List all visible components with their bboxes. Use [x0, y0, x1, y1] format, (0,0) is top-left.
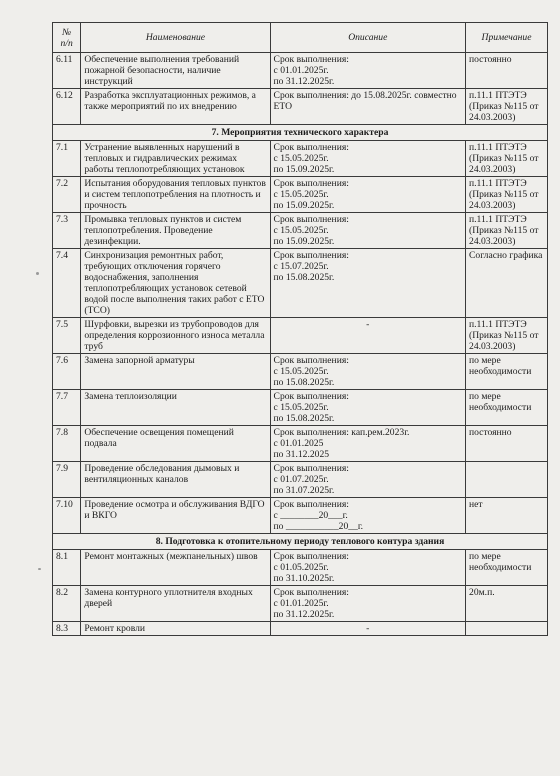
row-note-cell: п.11.1 ПТЭТЭ (Приказ №115 от 24.03.2003): [466, 318, 548, 354]
row-number-cell: 7.9: [53, 462, 81, 498]
row-note-cell: по мере необходимости: [466, 354, 548, 390]
table-row: [53, 462, 548, 498]
row-name-cell: Замена теплоизоляции: [81, 390, 270, 426]
table-row: [53, 390, 548, 426]
row-name-cell: Проведение осмотра и обслуживания ВДГО и ВКГО: [81, 498, 270, 534]
row-note-cell: п.11.1 ПТЭТЭ (Приказ №115 от 24.03.2003): [466, 177, 548, 213]
row-number-cell: 7.1: [53, 141, 81, 177]
row-number-cell: 7.4: [53, 249, 81, 318]
table-row: [53, 354, 548, 390]
row-note-cell: [466, 622, 548, 636]
row-name-cell: Замена запорной арматуры: [81, 354, 270, 390]
section-6-rows: [53, 53, 548, 125]
header-row: [53, 23, 548, 53]
row-note-cell: [466, 462, 548, 498]
section-7-rows: [53, 141, 548, 534]
header-num: № п/п: [53, 23, 81, 53]
row-number-cell: 7.2: [53, 177, 81, 213]
row-name-cell: Промывка тепловых пунктов и систем теплопотребления. Проведение дезинфекции.: [81, 213, 270, 249]
row-number-cell: 6.12: [53, 89, 81, 125]
row-number-cell: 7.7: [53, 390, 81, 426]
row-description-cell: Срок выполнения: с 15.05.2025г. по 15.09.2025г.: [270, 177, 465, 213]
row-number-cell: 7.10: [53, 498, 81, 534]
row-number-cell: 7.5: [53, 318, 81, 354]
scan-speck: [36, 272, 39, 275]
row-number-cell: 8.3: [53, 622, 81, 636]
section-8-heading-row: [53, 534, 548, 550]
row-name-cell: Замена контурного уплотнителя входных дверей: [81, 586, 270, 622]
row-number-cell: 8.2: [53, 586, 81, 622]
row-note-cell: по мере необходимости: [466, 390, 548, 426]
row-description-cell: Срок выполнения: с 15.07.2025г. по 15.08.2025г.: [270, 249, 465, 318]
row-note-cell: постоянно: [466, 53, 548, 89]
row-description-cell: -: [270, 622, 465, 636]
table-row: [53, 213, 548, 249]
row-description-cell: Срок выполнения: с 01.01.2025г. по 31.12.2025г.: [270, 586, 465, 622]
row-name-cell: Шурфовки, вырезки из трубопроводов для определения коррозионного износа металла труб: [81, 318, 270, 354]
table-row: [53, 318, 548, 354]
row-description-cell: Срок выполнения: с 15.05.2025г. по 15.09.2025г.: [270, 213, 465, 249]
table-row: [53, 550, 548, 586]
row-name-cell: Ремонт монтажных (межпанельных) швов: [81, 550, 270, 586]
row-description-cell: Срок выполнения: с 01.05.2025г. по 31.10.2025г.: [270, 550, 465, 586]
row-note-cell: п.11.1 ПТЭТЭ (Приказ №115 от 24.03.2003): [466, 89, 548, 125]
row-name-cell: Испытания оборудования тепловых пунктов и систем теплопотребления на плотность и прочность: [81, 177, 270, 213]
row-note-cell: п.11.1 ПТЭТЭ (Приказ №115 от 24.03.2003): [466, 141, 548, 177]
section-7-heading: 7. Мероприятия технического характера: [53, 125, 548, 141]
row-name-cell: Устранение выявленных нарушений в тепловых и гидравлических режимах работы теплопотребляющих установок: [81, 141, 270, 177]
header-name: Наименование: [81, 23, 270, 53]
row-number-cell: 7.8: [53, 426, 81, 462]
table-row: [53, 498, 548, 534]
row-note-cell: п.11.1 ПТЭТЭ (Приказ №115 от 24.03.2003): [466, 213, 548, 249]
row-name-cell: Проведение обследования дымовых и вентиляционных каналов: [81, 462, 270, 498]
row-name-cell: Синхронизация ремонтных работ, требующих отключения горячего водоснабжения, заполнения теплопотребляющих установок сетевой водой после выполнения таких работ с ЕТО (ТСО): [81, 249, 270, 318]
table-row: [53, 586, 548, 622]
row-name-cell: Обеспечение выполнения требований пожарной безопасности, наличие инструкций: [81, 53, 270, 89]
row-note-cell: по мере необходимости: [466, 550, 548, 586]
row-number-cell: 8.1: [53, 550, 81, 586]
header-description: Описание: [270, 23, 465, 53]
row-description-cell: Срок выполнения: кап.рем.2023г. с 01.01.2025 по 31.12.2025: [270, 426, 465, 462]
table-row: [53, 622, 548, 636]
table-row: [53, 53, 548, 89]
table-row: [53, 426, 548, 462]
row-note-cell: Согласно графика: [466, 249, 548, 318]
row-description-cell: Срок выполнения: до 15.08.2025г. совместно ЕТО: [270, 89, 465, 125]
row-name-cell: Разработка эксплуатационных режимов, а также мероприятий по их внедрению: [81, 89, 270, 125]
row-description-cell: Срок выполнения: с 15.05.2025г. по 15.08.2025г.: [270, 354, 465, 390]
row-name-cell: Обеспечение освещения помещений подвала: [81, 426, 270, 462]
row-number-cell: 7.3: [53, 213, 81, 249]
section-8-heading: 8. Подготовка к отопительному периоду теплового контура здания: [53, 534, 548, 550]
table-row: [53, 141, 548, 177]
row-number-cell: 7.6: [53, 354, 81, 390]
header-note: Примечание: [466, 23, 548, 53]
section-7-heading-row: [53, 125, 548, 141]
row-description-cell: Срок выполнения: с 15.05.2025г. по 15.09.2025г.: [270, 141, 465, 177]
scan-speck: [38, 568, 41, 570]
row-description-cell: Срок выполнения: с 15.05.2025г. по 15.08.2025г.: [270, 390, 465, 426]
table-row: [53, 89, 548, 125]
measures-table: [52, 22, 548, 636]
row-note-cell: нет: [466, 498, 548, 534]
row-note-cell: постоянно: [466, 426, 548, 462]
row-description-cell: Срок выполнения: с 01.01.2025г. по 31.12.2025г.: [270, 53, 465, 89]
row-description-cell: -: [270, 318, 465, 354]
table-row: [53, 177, 548, 213]
table-row: [53, 249, 548, 318]
row-note-cell: 20м.п.: [466, 586, 548, 622]
row-name-cell: Ремонт кровли: [81, 622, 270, 636]
row-number-cell: 6.11: [53, 53, 81, 89]
section-8-rows: [53, 550, 548, 636]
row-description-cell: Срок выполнения: с 01.07.2025г. по 31.07.2025г.: [270, 462, 465, 498]
row-description-cell: Срок выполнения: с ________20___г. по ___________20__г.: [270, 498, 465, 534]
